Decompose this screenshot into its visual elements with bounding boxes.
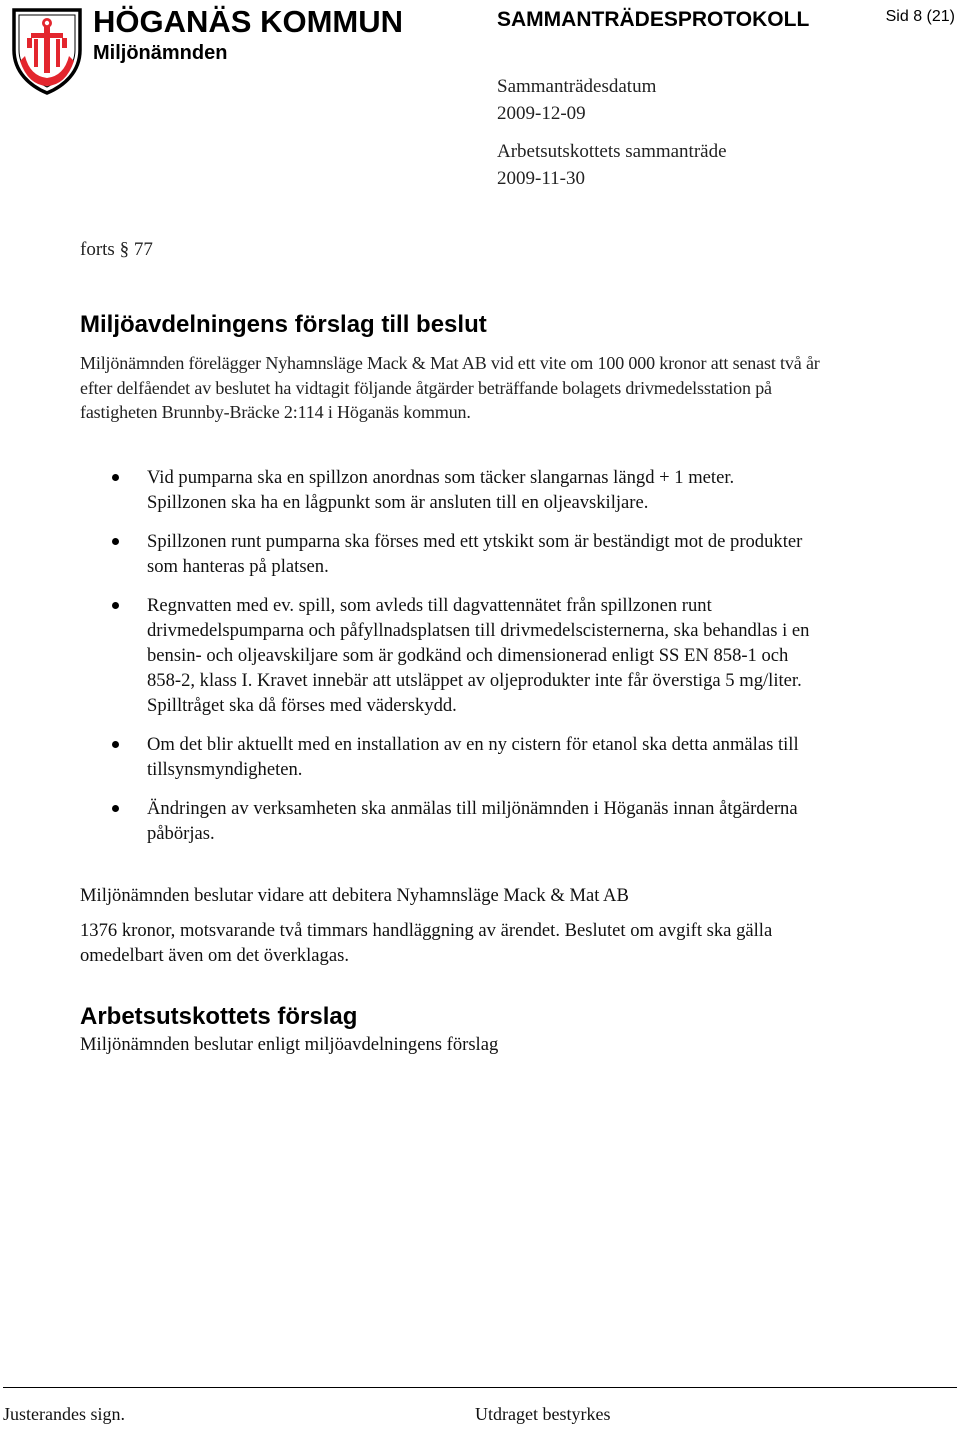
footer-divider (3, 1387, 957, 1388)
list-item (110, 796, 810, 846)
measures-list (110, 465, 810, 846)
municipal-crest-logo (10, 6, 84, 96)
committee-meeting-label: Arbetsutskottets sammanträde (497, 141, 727, 162)
fee-amount-paragraph: 1376 kronor, motsvarande två timmars handläggning av ärendet. Beslutet om avgift ska gälla omedelbart även om det överklagas. (80, 920, 773, 966)
bullet-icon (112, 474, 119, 481)
list-item (110, 593, 810, 718)
bullet-icon (112, 805, 119, 812)
list-item-text: Ändringen av verksamheten ska anmälas till miljönämnden i Höganäs innan åtgärderna påbörjas. (147, 798, 798, 844)
list-item-text: Om det blir aktuellt med en installation av en ny cistern för etanol ska detta anmälas till tillsynsmyndigheten. (147, 734, 799, 780)
meeting-date: 2009-12-09 (497, 103, 586, 124)
fee-decision-line: Miljönämnden beslutar vidare att debitera Nyhamnsläge Mack & Mat AB (80, 885, 629, 906)
page-number: Sid 8 (21) (885, 8, 955, 25)
meeting-date-label: Sammanträdesdatum (497, 76, 657, 97)
bullet-icon (112, 538, 119, 545)
proposal-heading: Miljöavdelningens förslag till beslut (80, 311, 487, 338)
organization-name: HÖGANÄS KOMMUN (93, 4, 403, 39)
list-item-text: Vid pumparna ska en spillzon anordnas som täcker slangarnas längd + 1 meter. Spillzonen ska ha en lågpunkt som är ansluten till en oljeavskiljare. (147, 467, 735, 513)
footer-signature-label: Justerandes sign. (3, 1404, 125, 1424)
section-reference: forts § 77 (80, 239, 153, 260)
committee-name: Miljönämnden (93, 42, 228, 64)
list-item (110, 732, 810, 782)
document-type: SAMMANTRÄDESPROTOKOLL (497, 8, 810, 31)
committee-proposal-heading: Arbetsutskottets förslag (80, 1003, 358, 1030)
list-item-text: Spillzonen runt pumparna ska förses med ett ytskikt som är beständigt mot de produkter som hanteras på platsen. (147, 531, 803, 577)
proposal-intro: Miljönämnden förelägger Nyhamnsläge Mack & Mat AB vid ett vite om 100 000 kronor att senast två år efter delfåendet av beslutet ha vidtagit följande åtgärder beträffande bolagets drivmedelsstation på fastigheten Brunnby-Bräcke 2:114 i Höganäs kommun. (80, 353, 820, 423)
footer-certification-label: Utdraget bestyrkes (475, 1404, 611, 1424)
list-item (110, 465, 810, 515)
list-item-text: Regnvatten med ev. spill, som avleds till dagvattennätet från spillzonen runt drivmedelspumparna och påfyllnadsplatsen till drivmedelscisternerna, ska behandlas i en bensin- och oljeavskiljare som är godkänd och dimensionerad enligt SS EN 858-1 och 858-2, klass I. Kravet innebär att utsläppet av oljeprodukter inte får överstiga 5 mg/liter. Spilltråget ska då förses med väderskydd. (147, 595, 810, 716)
bullet-icon (112, 602, 119, 609)
bullet-icon (112, 741, 119, 748)
committee-proposal-text: Miljönämnden beslutar enligt miljöavdelningens förslag (80, 1034, 499, 1055)
committee-meeting-date: 2009-11-30 (497, 168, 585, 189)
list-item (110, 529, 810, 579)
